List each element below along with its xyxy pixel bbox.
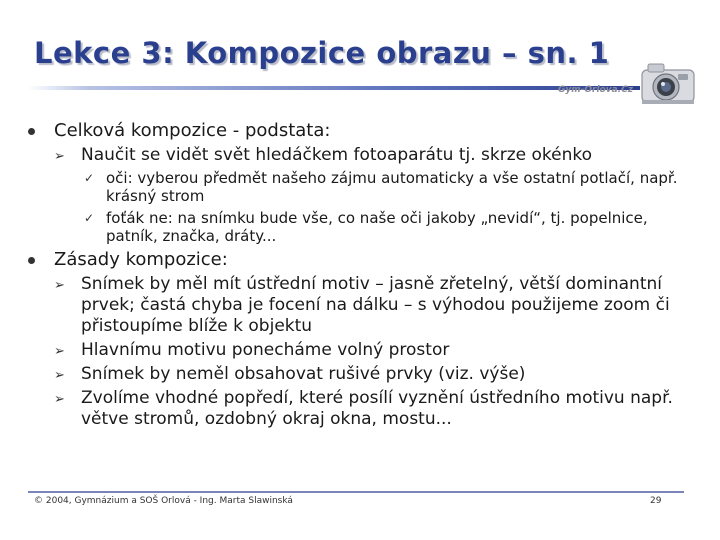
- list-item: ➢ Zvolíme vhodné popředí, které posílí vyznění ústředního motivu např. větve stromů, ozdobný okraj okna, mostu...: [54, 388, 673, 429]
- slide-title: Lekce 3: Kompozice obrazu – sn. 1: [34, 36, 610, 70]
- section-heading: Zásady kompozice:: [26, 249, 696, 270]
- bullet-dot-icon: [28, 128, 35, 135]
- camera-icon: [638, 56, 698, 110]
- bullet-dot-icon: [28, 257, 35, 264]
- sub-list-item: ✓ oči: vyberou předmět našeho zájmu automaticky a vše ostatní potlačí, např. krásný strom: [84, 169, 678, 205]
- arrow-bullet-icon: ➢: [54, 368, 65, 383]
- list-item: ➢ Snímek by neměl obsahovat rušivé prvky (viz. výše): [54, 364, 526, 384]
- list-item: ➢ Snímek by měl mít ústřední motiv – jasně zřetelný, větší dominantní prvek; častá chyba je focení na dálku – s výhodou použijeme zoom či přistoupíme blíže k objektu: [54, 274, 670, 336]
- title-underline: [28, 86, 640, 90]
- section-heading: Celková kompozice - podstata:: [26, 120, 696, 141]
- site-logo-text: Gym-Orlova.Cz: [558, 85, 633, 95]
- checkmark-bullet-icon: ✓: [84, 211, 95, 225]
- arrow-bullet-icon: ➢: [54, 344, 65, 359]
- page-number: 29: [650, 496, 662, 506]
- footer-text: © 2004, Gymnázium a SOŠ Orlová - Ing. Marta Slawinská: [34, 496, 293, 506]
- arrow-bullet-icon: ➢: [54, 278, 65, 293]
- checkmark-bullet-icon: ✓: [84, 171, 95, 185]
- arrow-bullet-icon: ➢: [54, 392, 65, 407]
- list-item: ➢ Naučit se vidět svět hledáčkem fotoaparátu tj. skrze okénko: [54, 145, 593, 165]
- list-item: ➢ Hlavnímu motivu ponecháme volný prostor: [54, 340, 450, 360]
- footer-divider: [28, 491, 684, 493]
- arrow-bullet-icon: ➢: [54, 149, 65, 164]
- sub-list-item: ✓ foťák ne: na snímku bude vše, co naše oči jakoby „nevidí“, tj. popelnice, patník, značka, dráty...: [84, 209, 648, 245]
- slide-content: [26, 120, 696, 433]
